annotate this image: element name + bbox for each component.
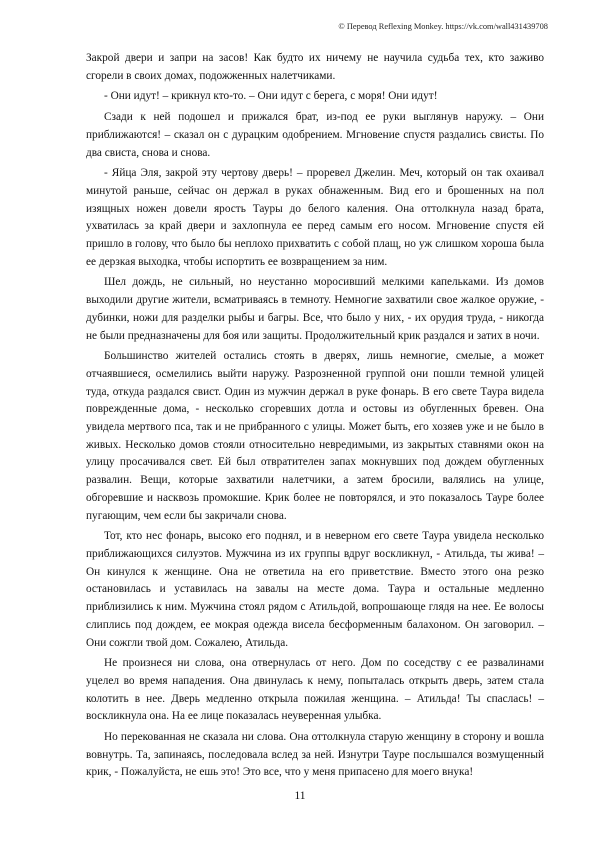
paragraph: Но перекованная не сказала ни слова. Она оттолкнула старую женщину в сторону и вошла вовнутрь. Та, запинаясь, последовала вслед за ней. Изнутри Тауре послышался возмущенный крик, - Пожалуйста, не ешь это! Это все, что у меня припасено для моего внука! bbox=[86, 731, 544, 779]
paragraph: Не произнеся ни слова, она отвернулась от него. Дом по соседству с ее развалинами уцелел во время нападения. Она двинулась к нему, попыталась открыть дверь, затем стала колотить в нее. Дверь медленно открыла пожилая женщина. – Атильда! Ты спаслась! – воскликнула она. На ее лице показалась неуверенная улыбка. bbox=[86, 657, 544, 723]
paragraph: - Яйца Эля, закрой эту чертову дверь! – проревел Джелин. Меч, который он так охаивал минутой раньше, сейчас он держал в руках обнаженным. Вид его и брошенных на пол изящных ножен довели ярость Тауры до белого каления. Она оттолкнула назад брата, ухватилась за край двери и захлопнула ее перед самым его носом. Мгновение спустя ей пришло в голову, что было бы неплохо прихватить с собой плащ, но уж слишком хороша была ее дерзкая выходка, чтобы испортить ее возвращением за ним. bbox=[86, 167, 544, 268]
paragraph: - Они идут! – крикнул кто-то. – Они идут с берега, с моря! Они идут! bbox=[104, 90, 438, 103]
body-text bbox=[86, 50, 544, 782]
paragraph: Большинство жителей остались стоять в дверях, лишь немногие, смелые, а может отчаявшиеся, осмелились выйти наружу. Разрозненной группой они пошли темной улицей туда, откуда раздался свист. Один из мужчин держал в руке фонарь. В его свете Таура видела поврежденные дома, - несколько сгоревших дотла и остовы из обугленных бревен. Она увидела мертвого пса, так и не прибранного с улицы. Может быть, его хозяев уже и не было в живых. Несколько домов стояли относительно невредимыми, из закрытых ставнями окон на улицу просачивался свет. Ей был отвратителен запах мокнувших под дождем обугленных развалин. Вещи, которые захватили налетчики, а затем бросили, валялись на улице, обгоревшие и насквозь промокшие. Крик более не повторялся, и это показалось Тауре более пугающим, чем если бы закричали снова. bbox=[86, 350, 544, 522]
page-number: 11 bbox=[294, 790, 306, 802]
paragraph: Сзади к ней подошел и прижался брат, из-под ее руки выглянув наружу. – Они приближаются! – сказал он с дурацким одобрением. Мгновение спустя раздались свисты. По два свиста, снова и снова. bbox=[86, 111, 544, 159]
paragraph: Тот, кто нес фонарь, высоко его поднял, и в неверном его свете Таура увидела несколько приближающихся силуэтов. Мужчина из их группы вдруг воскликнул, - Атильда, ты жива! – Он кинулся к женщине. Она не ответила на его приветствие. Вместо этого она резко остановилась и уставилась на завалы на месте дома. Таура и остальные медленно приблизились к ним. Мужчина стоял рядом с Атильдой, вопрошающе глядя на нее. Ее волосы слиплись под дождем, ее мокрая одежда висела бесформенным балахоном. Он заговорил. – Они сожгли твой дом. Сожалею, Атильда. bbox=[86, 530, 544, 649]
translator-credit: © Перевод Reflexing Monkey. https://vk.com/wall431439708 bbox=[338, 22, 548, 31]
paragraph: Шел дождь, не сильный, но неустанно моросивший мелкими капельками. Из домов выходили другие жители, всматриваясь в темноту. Немногие захватили свое жалкое оружие, - дубинки, ножи для разделки рыбы и багры. Все, что было у них, - их орудия труда, - никогда не были предназначены для боя или защиты. Продолжительный крик раздался и затих в ночи. bbox=[86, 276, 544, 342]
paragraph: Закрой двери и запри на засов! Как будто их ничему не научила судьба тех, кто заживо сгорели в своих домах, подожженных налетчиками. bbox=[86, 52, 544, 82]
